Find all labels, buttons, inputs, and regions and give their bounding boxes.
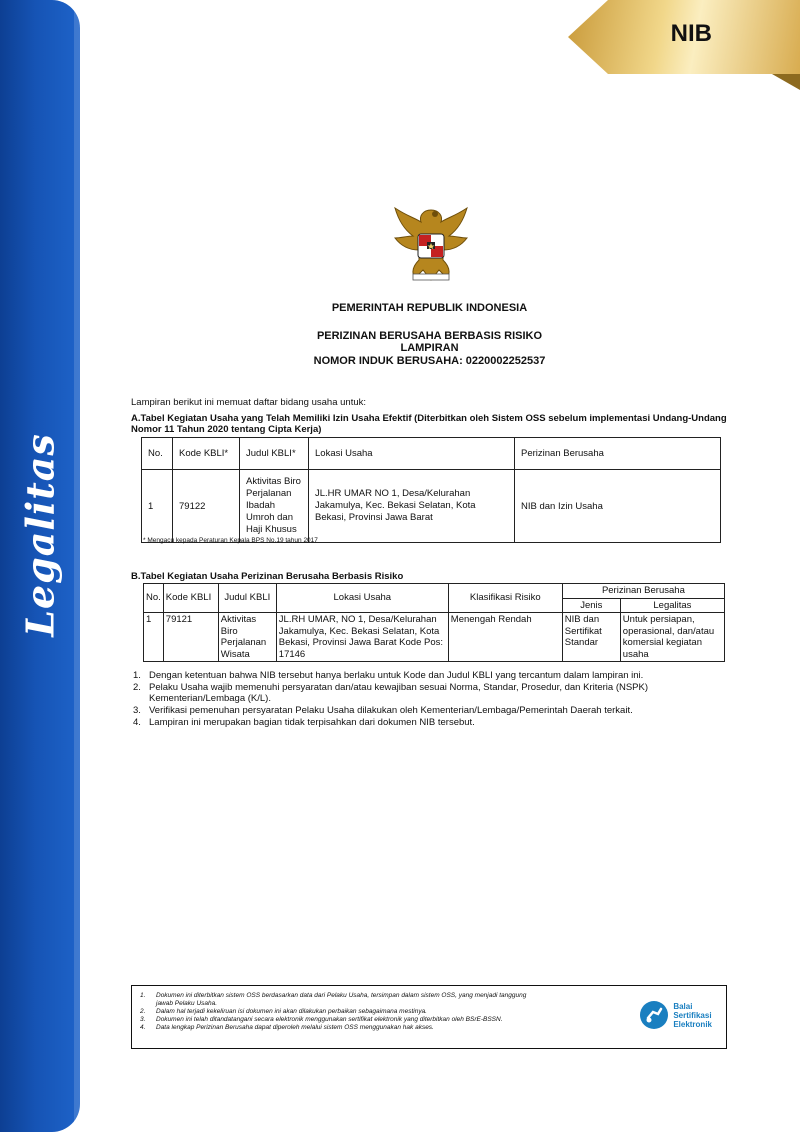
bsre-line1: Balai bbox=[673, 1001, 693, 1011]
table-b-cell-jenis: NIB dan Sertifikat Standar bbox=[562, 613, 620, 662]
list-item: 4. Data lengkap Perizinan Berusaha dapat diperoleh melalui sistem OSS menggunakan hak akses. bbox=[140, 1024, 434, 1031]
table-b bbox=[143, 583, 725, 662]
table-a-header-judul: Judul KBLI* bbox=[240, 438, 309, 470]
table-b-cell-klasifikasi: Menengah Rendah bbox=[448, 613, 562, 662]
table-b-cell-no: 1 bbox=[144, 613, 164, 662]
table-a-cell-no: 1 bbox=[142, 470, 173, 543]
table-a-cell-judul: Aktivitas Biro Perjalanan Ibadah Umroh dan Haji Khusus bbox=[240, 470, 309, 543]
bsre-line2: Sertifikasi bbox=[673, 1010, 712, 1020]
table-a-cell-perizinan: NIB dan Izin Usaha bbox=[515, 470, 721, 543]
list-item: 2. Dalam hal terjadi kekeliruan isi dokumen ini akan dilakukan perbaikan sebagaimana mestinya. bbox=[140, 1008, 427, 1015]
table-b-header-kode: Kode KBLI bbox=[163, 584, 218, 613]
list-item: 3. Verifikasi pemenuhan persyaratan Pelaku Usaha dilakukan oleh Kementerian/Lembaga/Pemerintah Daerah terkait. bbox=[133, 705, 633, 716]
table-a-cell-kode: 79122 bbox=[173, 470, 240, 543]
table-b-header-perizinan: Perizinan Berusaha bbox=[562, 584, 724, 599]
table-b-header-jenis: Jenis bbox=[562, 598, 620, 613]
ribbon-label: NIB bbox=[670, 20, 712, 47]
table-b-header-klasifikasi: Klasifikasi Risiko bbox=[448, 584, 562, 613]
list-item: 4. Lampiran ini merupakan bagian tidak terpisahkan dari dokumen NIB tersebut. bbox=[133, 717, 475, 728]
table-b-cell-kode: 79121 bbox=[163, 613, 218, 662]
table-b-cell-lokasi: JL.RH UMAR, NO 1, Desa/Kelurahan Jakamulya, Kec. Bekasi Selatan, Kota Bekasi, Provinsi Jawa Barat Kode Pos: 17146 bbox=[276, 613, 448, 662]
footer-box bbox=[131, 985, 727, 1049]
table-b-title: B.Tabel Kegiatan Usaha Perizinan Berusaha Berbasis Risiko bbox=[131, 571, 404, 582]
table-b-header-row bbox=[144, 584, 725, 599]
side-band bbox=[0, 0, 80, 1132]
header-line1: PEMERINTAH REPUBLIK INDONESIA bbox=[331, 302, 528, 314]
header-line4: NOMOR INDUK BERUSAHA: 0220002252537 bbox=[313, 355, 546, 367]
side-title: Legalitas bbox=[17, 433, 63, 637]
table-row bbox=[144, 613, 725, 662]
table-a-header-row bbox=[142, 438, 721, 470]
footer-list bbox=[140, 992, 530, 1032]
table-a-header-perizinan: Perizinan Berusaha bbox=[515, 438, 721, 470]
bsre-shield-icon bbox=[639, 1000, 669, 1030]
header-line3: LAMPIRAN bbox=[400, 342, 459, 354]
table-b-cell-legalitas: Untuk persiapan, operasional, dan/atau komersial kegiatan usaha bbox=[620, 613, 724, 662]
table-a-header-kode: Kode KBLI* bbox=[173, 438, 240, 470]
notes-list bbox=[133, 670, 726, 729]
list-item: 1. Dengan ketentuan bahwa NIB tersebut hanya berlaku untuk Kode dan Judul KBLI yang tercantum dalam lampiran ini. bbox=[133, 670, 644, 681]
table-a-footnote: * Mengacu kepada Peraturan Kepala BPS No.19 tahun 2017 bbox=[143, 537, 318, 544]
table-row bbox=[142, 470, 721, 543]
intro-text: Lampiran berikut ini memuat daftar bidang usaha untuk: bbox=[131, 397, 366, 408]
table-b-cell-judul: Aktivitas Biro Perjalanan Wisata bbox=[218, 613, 276, 662]
garuda-emblem-icon bbox=[385, 196, 477, 288]
bsre-logo bbox=[639, 1000, 712, 1030]
table-a-cell-lokasi: JL.HR UMAR NO 1, Desa/Kelurahan Jakamulya, Kec. Bekasi Selatan, Kota Bekasi, Provinsi Jawa Barat bbox=[309, 470, 515, 543]
table-a-header-no: No. bbox=[142, 438, 173, 470]
table-b-header-judul: Judul KBLI bbox=[218, 584, 276, 613]
table-b-header-no: No. bbox=[144, 584, 164, 613]
list-item: 2. Pelaku Usaha wajib memenuhi persyaratan dan/atau kewajiban sesuai Norma, Standar, Prosedur, dan Kriteria (NSPK) Kementerian/Lembaga (K/L). bbox=[133, 682, 649, 704]
list-item: 1. Dokumen ini diterbitkan sistem OSS berdasarkan data dari Pelaku Usaha, tersimpan dalam sistem OSS, yang menjadi tanggung jawab Pelaku Usaha. bbox=[140, 992, 527, 1007]
bsre-line3: Elektronik bbox=[673, 1019, 712, 1029]
table-a bbox=[141, 437, 721, 543]
table-b-header-lokasi: Lokasi Usaha bbox=[276, 584, 448, 613]
list-item: 3. Dokumen ini telah ditandatangani secara elektronik menggunakan sertifikat elektronik yang diterbitkan oleh BSrE-BSSN. bbox=[140, 1016, 503, 1023]
table-a-header-lokasi: Lokasi Usaha bbox=[309, 438, 515, 470]
table-a-title: A.Tabel Kegiatan Usaha yang Telah Memiliki Izin Usaha Efektif (Diterbitkan oleh Sistem OSS sebelum implementasi Undang-Undang Nomor 11 Tahun 2020 tentang Cipta Kerja) bbox=[131, 413, 727, 435]
header-line2: PERIZINAN BERUSAHA BERBASIS RISIKO bbox=[316, 330, 543, 342]
table-b-header-legalitas: Legalitas bbox=[620, 598, 724, 613]
ribbon-fold bbox=[772, 74, 800, 90]
